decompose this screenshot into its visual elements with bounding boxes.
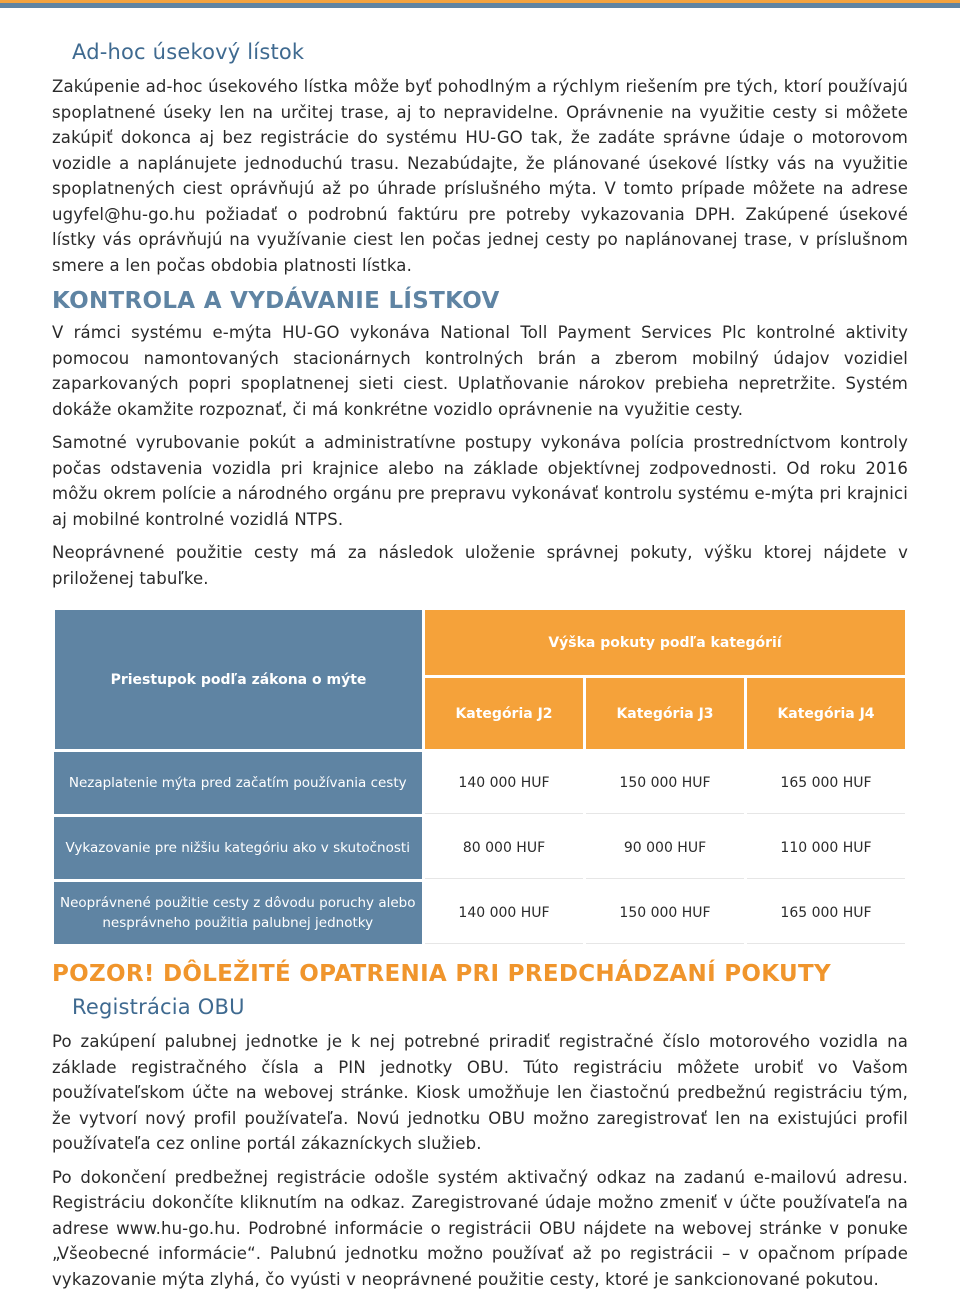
table-row — [54, 751, 907, 816]
fines-table — [52, 607, 908, 947]
warning-title: POZOR! DÔLEŽITÉ OPATRENIA PRI PREDCHÁDZANÍ POKUTY — [52, 959, 908, 989]
control-title: KONTROLA A VYDÁVANIE LÍSTKOV — [52, 286, 908, 316]
control-paragraph-2: Samotné vyrubovanie pokút a administratívne postupy vykonáva polícia prostredníctvom kontroly počas odstavenia vozidla pri krajnice alebo na základe objektívnej zodpovednosti. Od roku 2016 môžu okrem polície a národného orgánu pre prepravu vykonávať kontrolu systému e-mýta pri krajnici aj mobilné kontrolné vozidlá NTPS. — [52, 430, 908, 532]
control-paragraph-3: Neoprávnené použitie cesty má za následok uloženie správnej pokuty, výšku ktorej nájdete v priloženej tabuľke. — [52, 540, 908, 591]
fines-header-row — [54, 609, 907, 677]
offense-cell: Vykazovanie pre nižšiu kategóriu ako v skutočnosti — [54, 816, 424, 881]
fine-cell-j3: 150 000 HUF — [585, 751, 746, 816]
offense-cell: Neoprávnené použitie cesty z dôvodu poruchy alebo nesprávneho použitia palubnej jednotky — [54, 881, 424, 946]
table-row — [54, 816, 907, 881]
table-row — [54, 881, 907, 946]
warning-paragraph-1: Po zakúpení palubnej jednotke je k nej potrebné priradiť registračné číslo motorového vozidla na základe registračného čísla a PIN jednotky OBU. Túto registráciu môžete urobiť vo Vašom používateľskom účte na webovej stránke. Kiosk umožňuje len čiastočnú predbežnú registráciu tým, že vytvorí nový profil používateľa. Novú jednotku OBU možno zaregistrovať len na existujúci profil používateľa cez online portál zákazníckych služieb. — [52, 1029, 908, 1157]
document-body — [52, 38, 908, 1292]
control-paragraph-1: V rámci systému e-mýta HU-GO vykonáva National Toll Payment Services Plc kontrolné aktivity pomocou namontovaných stacionárnych kontrolných brán a zberom mobilný údajov vozidiel zaparkovaných popri spoplatnenej sieti ciest. Uplatňovanie nárokov prebieha nepretržite. Systém dokáže okamžite rozpoznať, či má konkrétne vozidlo oprávnenie na využitie cesty. — [52, 320, 908, 422]
adhoc-paragraph: Zakúpenie ad-hoc úsekového lístka môže byť pohodlným a rýchlym riešením pre tých, ktorí používajú spoplatnené úseky len na určitej trase, aj to nepravidelne. Oprávnenie na využitie cesty si môžete zakúpiť dokonca aj bez registrácie do systému HU-GO tak, že zadáte správne údaje o motorovom vozidle a naplánujete jednoduchú trasu. Nezabúdajte, že plánované úsekové lístky vás na využitie spoplatnených ciest oprávňujú až po úhrade príslušného mýta. V tomto prípade môžete na adrese ugyfel@hu-go.hu požiadať o podrobnú faktúru pre potreby vykazovania DPH. Zakúpené úsekové lístky vás oprávňujú na využívanie ciest len počas jednej cesty po naplánovanej trase, v príslušnom smere a len počas obdobia platnosti lístka. — [52, 74, 908, 278]
fine-cell-j2: 80 000 HUF — [424, 816, 585, 881]
adhoc-title: Ad-hoc úsekový lístok — [72, 38, 908, 66]
fine-cell-j4: 110 000 HUF — [746, 816, 907, 881]
fine-cell-j2: 140 000 HUF — [424, 751, 585, 816]
obu-registration-subtitle: Registrácia OBU — [72, 993, 908, 1021]
offense-cell: Nezaplatenie mýta pred začatím používania cesty — [54, 751, 424, 816]
top-accent-bar — [0, 0, 960, 8]
fine-cell-j3: 150 000 HUF — [585, 881, 746, 946]
amount-column-header: Výška pokuty podľa kategórií — [424, 609, 907, 677]
offense-column-header: Priestupok podľa zákona o mýte — [54, 609, 424, 751]
fine-cell-j2: 140 000 HUF — [424, 881, 585, 946]
category-header-j3: Kategória J3 — [585, 677, 746, 751]
top-accent-blue-stripe — [0, 3, 960, 8]
fine-cell-j3: 90 000 HUF — [585, 816, 746, 881]
fine-cell-j4: 165 000 HUF — [746, 751, 907, 816]
category-header-j4: Kategória J4 — [746, 677, 907, 751]
category-header-j2: Kategória J2 — [424, 677, 585, 751]
fine-cell-j4: 165 000 HUF — [746, 881, 907, 946]
warning-paragraph-2: Po dokončení predbežnej registrácie odošle systém aktivačný odkaz na zadanú e-mailovú adresu. Registráciu dokončíte kliknutím na odkaz. Zaregistrované údaje možno zmeniť v účte používateľa na adrese www.hu-go.hu. Podrobné informácie o registrácii OBU nájdete na webovej stránke v ponuke „Všeobecné informácie“. Palubnú jednotku možno používať až po registrácii – v opačnom prípade vykazovanie mýta zlyhá, čo vyústi v neoprávnené použitie cesty, ktoré je sankcionované pokutou. — [52, 1165, 908, 1292]
